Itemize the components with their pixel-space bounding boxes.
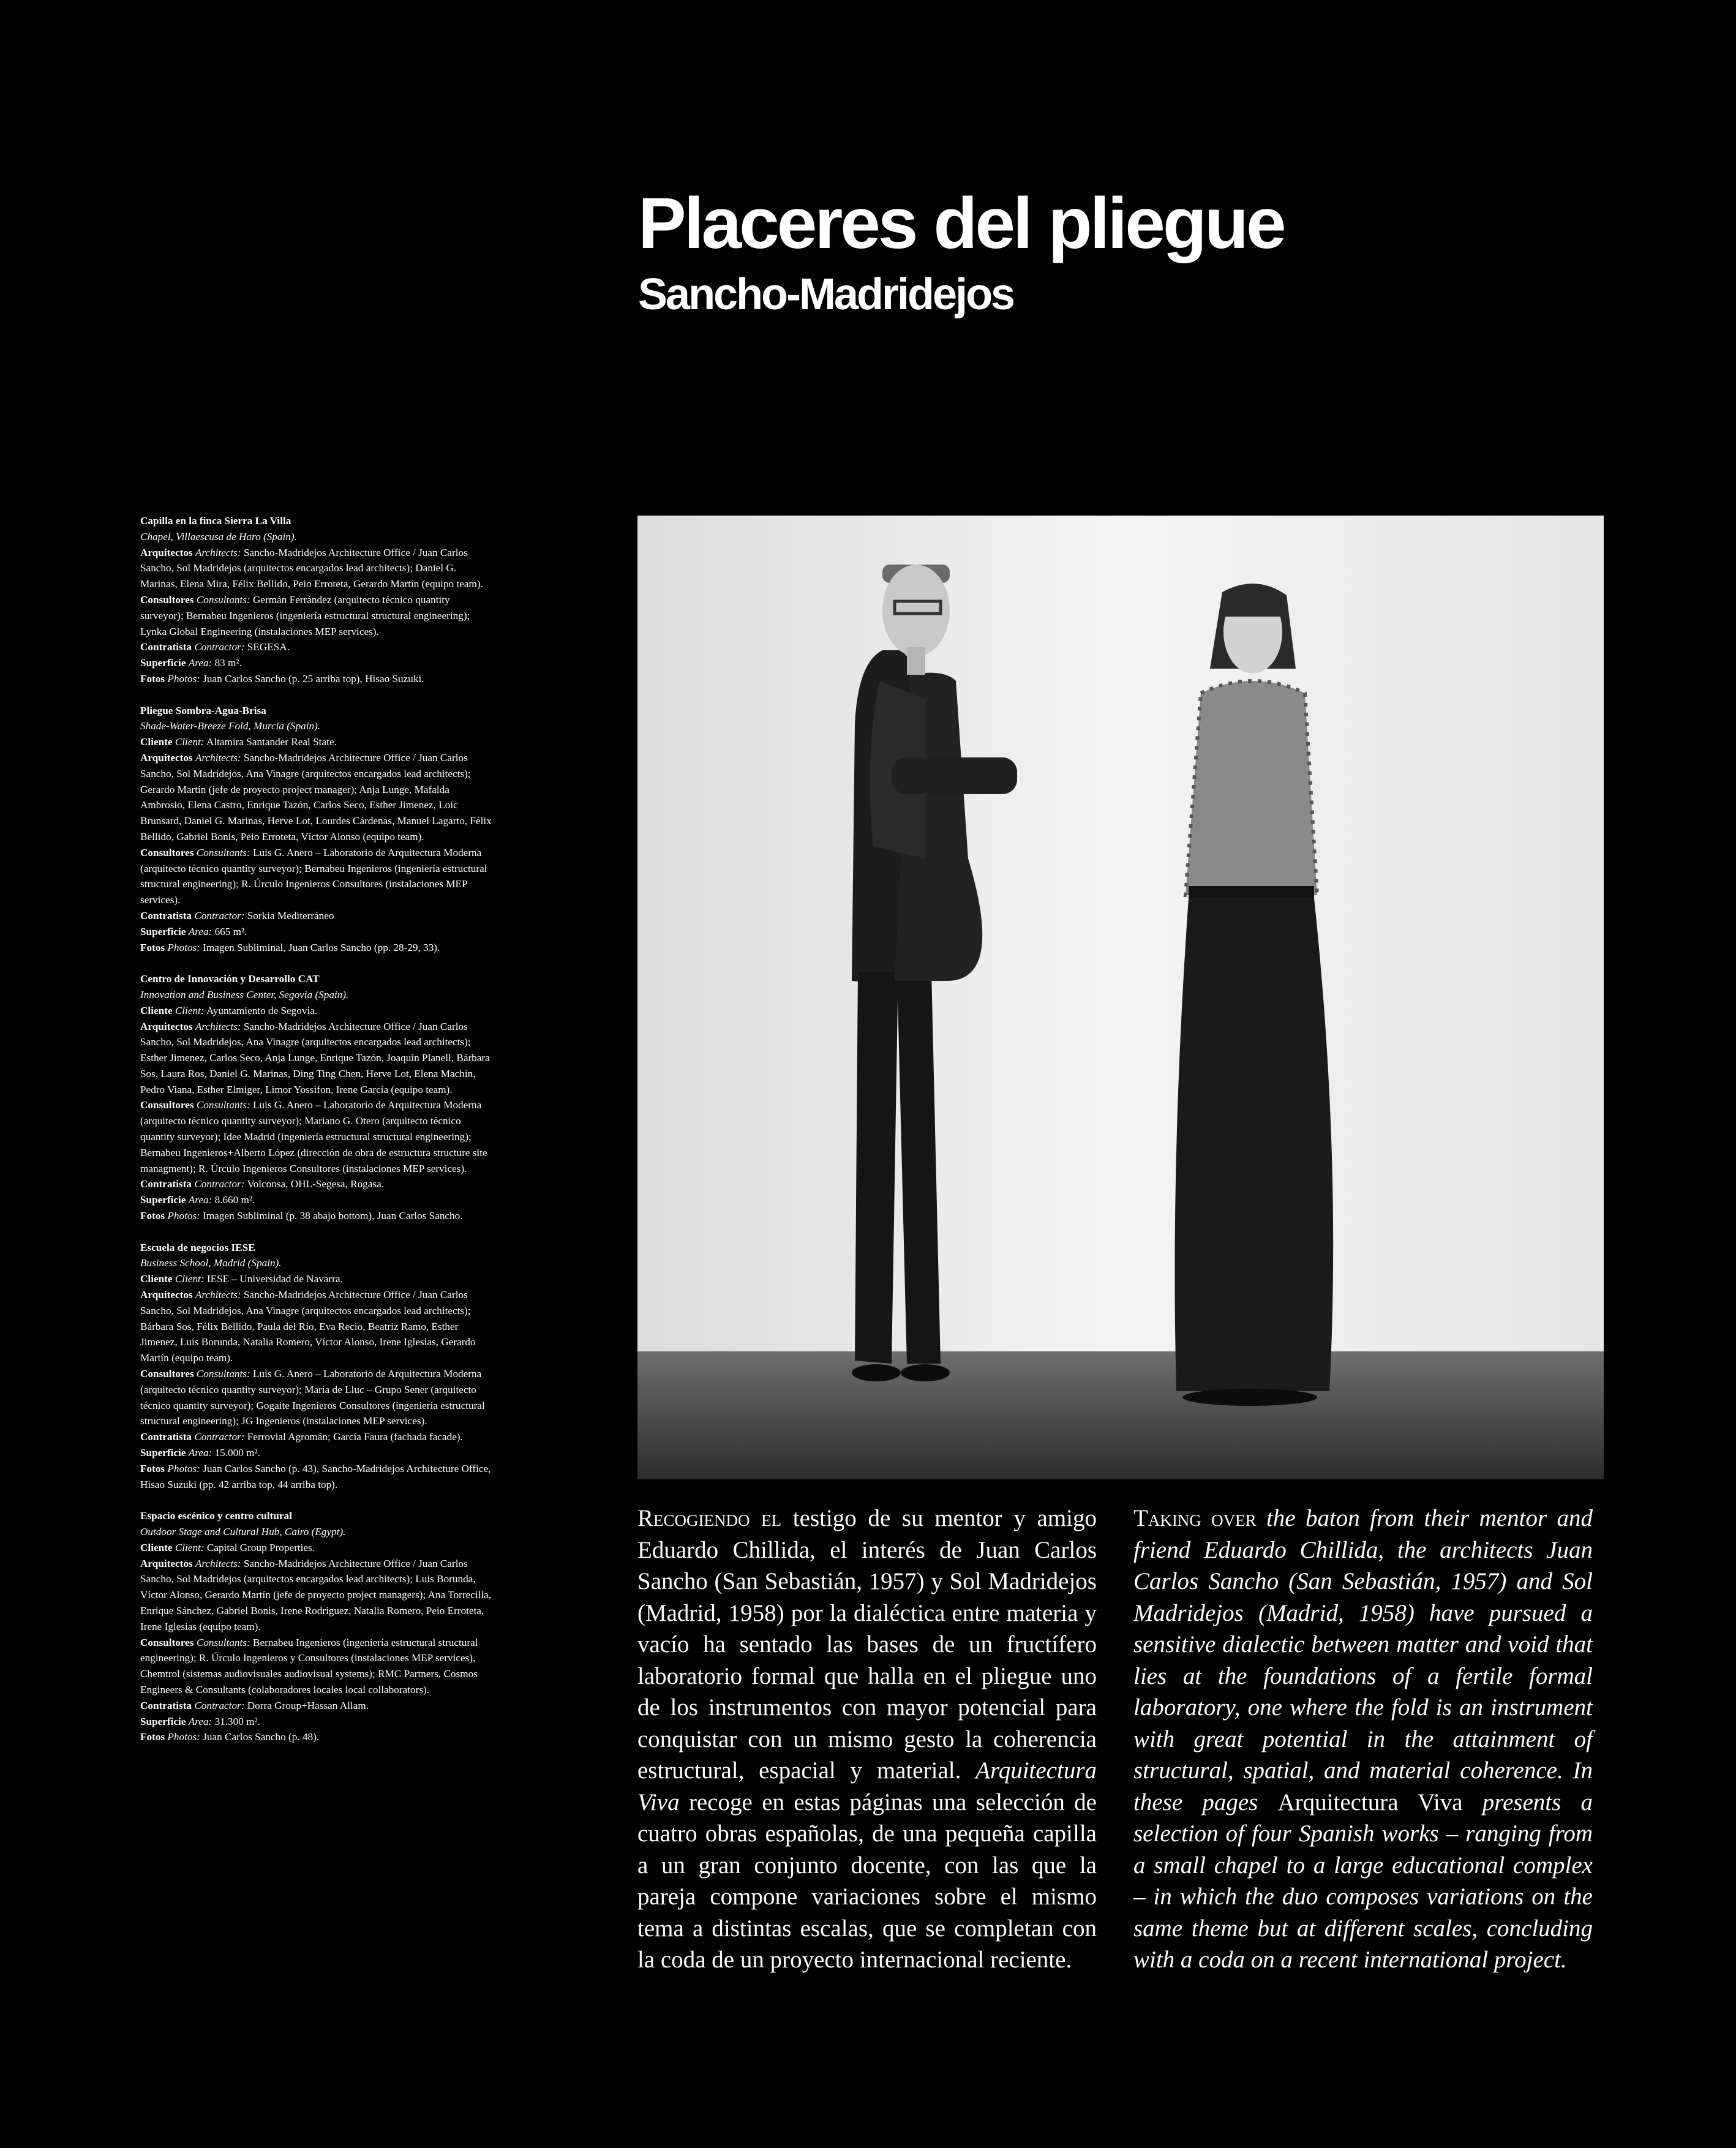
credit-label: Consultores: [140, 1368, 194, 1380]
credit-line: [140, 1461, 492, 1493]
project-location: Business School, Madrid (Spain).: [140, 1257, 282, 1269]
page-title: Placeres del pliegue: [638, 183, 1284, 264]
credit-label-en: Area:: [188, 1447, 212, 1459]
credit-line: [140, 1429, 492, 1445]
credit-label-en: Architects:: [195, 1289, 241, 1301]
credit-line: [140, 940, 492, 956]
credit-label: Fotos: [140, 1210, 165, 1222]
credit-label-en: Architects:: [195, 1020, 241, 1032]
credit-label-en: Photos:: [167, 1462, 200, 1474]
lead-in-spanish: Recogiendo el: [637, 1505, 782, 1531]
credit-label-en: Client:: [175, 1273, 205, 1285]
project-name: Centro de Innovación y Desarrollo CAT: [140, 973, 320, 985]
project-name: Escuela de negocios IESE: [140, 1241, 255, 1253]
portrait-photo: [637, 516, 1604, 1479]
credit-text: Germán Ferrández (arquitecto técnico quantity surveyor); Bernabeu Ingenieros (ingeniería estructural structural engineering); Lynka Global Engineering (instalaciones MEP services).: [140, 593, 470, 637]
credit-label-en: Photos:: [167, 1731, 200, 1743]
project-credits: [140, 513, 492, 1761]
credit-text: SEGESA.: [247, 641, 290, 653]
credit-text: Sancho-Madridejos Architecture Office / Juan Carlos Sancho, Sol Madridejos, Ana Vinagre (arquitectos encargados lead architects); Bárbara Sos, Félix Bellido, Paula del Río, Eva Recio, Beatriz Ramo, Esther Jimenez, Luis Borunda, Natalia Romero, Víctor Alonso, Irene Iglesias, Gerardo Martín (equipo team).: [140, 1289, 476, 1364]
credit-label: Cliente: [140, 1273, 173, 1285]
credit-label-en: Contractor:: [194, 1178, 245, 1190]
project-location: Innovation and Business Center, Segovia (Spain).: [140, 988, 349, 1001]
credit-text: Juan Carlos Sancho (p. 48).: [203, 1731, 320, 1743]
credit-label-en: Consultants:: [196, 1099, 250, 1111]
credit-label-en: Photos:: [167, 941, 200, 953]
credit-line: [140, 845, 492, 908]
credit-text: Sancho-Madridejos Architecture Office / Juan Carlos Sancho, Sol Madridejos, Ana Vinagre (arquitectos encargados lead architects); Esther Jimenez, Carlos Seco, Anja Lunge, Enrique Tazón, Joaquín Planell, Bárbara Sos, Laura Ros, Daniel G. Marinas, Ding Ting Chen, Herve Lot, Elena Machín, Pedro Viana, Esther Elmiger, Limor Yossifon, Irene García (equipo team).: [140, 1020, 490, 1095]
credit-label-en: Consultants:: [196, 1636, 250, 1648]
intro-es-part2: recoge en estas páginas una selección de cuatro obras españolas, de una pequeña capilla a un gran conjunto docente, con las que la pareja compone variaciones sobre el mismo tema a distintas escalas, que se completan con la coda de un proyecto internacional reciente.: [637, 1789, 1097, 1973]
intro-es-part1: testigo de su mentor y amigo Eduardo Chillida, el interés de Juan Carlos Sancho (San Sebastián, 1957) y Sol Madridejos (Madrid, 1958) por la dialéctica entre materia y vacío ha sentado las bases de un fructífero laboratorio formal que halla en el pliegue uno de los instrumentos con mayor potencial para conquistar con un mismo gesto la coherencia estructural, espacial y material.: [637, 1505, 1097, 1784]
credit-block-cairo: [140, 1508, 492, 1745]
credit-label: Arquitectos: [140, 1557, 193, 1569]
credit-block-cat: [140, 971, 492, 1224]
credit-line: [140, 1366, 492, 1429]
credit-text: Altamira Santander Real State.: [206, 736, 337, 748]
credit-line: [140, 1287, 492, 1366]
credit-line: [140, 1208, 492, 1224]
credit-label-en: Client:: [175, 1541, 205, 1553]
project-location: Chapel, Villaescusa de Haro (Spain).: [140, 530, 297, 543]
credit-label: Arquitectos: [140, 546, 193, 558]
credit-label: Contratista: [140, 1178, 192, 1190]
credit-text: 83 m².: [214, 657, 242, 669]
credit-label: Contratista: [140, 1431, 192, 1443]
credit-label: Arquitectos: [140, 1289, 193, 1301]
wall: [637, 516, 1604, 1351]
credit-label: Superficie: [140, 1715, 186, 1727]
credit-label: Consultores: [140, 1099, 194, 1111]
credit-text: Sancho-Madridejos Architecture Office / Juan Carlos Sancho, Sol Madridejos (arquitectos encargados lead architects); Luis Borunda, Víctor Alonso, Gerardo Martín (jefe de proyecto project managers); Ana Torrecilla, Enrique Sánchez, Gabriel Bonis, Irene Rodriguez, Natalia Romero, Peio Erroteta, Irene Iglesias (equipo team).: [140, 1557, 492, 1632]
credit-text: Bernabeu Ingenieros (ingeniería estructural structural engineering); R. Úrculo Ingenieros y Consultores (instalaciones MEP services), Chemtrol (sistemas audiovisuales audiovisual systems); RMC Partners, Cosmos Engineers & Consultants (colaboradores locales local collaborators).: [140, 1636, 478, 1695]
credit-label: Contratista: [140, 641, 192, 653]
credit-label: Superficie: [140, 1447, 186, 1459]
magazine-name-en: Arquitectura Viva: [1277, 1789, 1463, 1816]
credit-line: [140, 1698, 492, 1714]
credit-line: [140, 545, 492, 592]
credit-label-en: Area:: [188, 925, 212, 937]
credit-line: [140, 639, 492, 655]
magazine-name-es: Arquitectura Viva: [637, 1757, 1097, 1816]
credit-text: Juan Carlos Sancho (p. 25 arriba top), Hisao Suzuki.: [203, 672, 424, 685]
credit-text: Imagen Subliminal, Juan Carlos Sancho (pp. 28-29, 33).: [203, 941, 440, 953]
credit-text: Volconsa, OHL-Segesa, Rogasa.: [247, 1178, 385, 1190]
credit-text: Ferrovial Agromán; García Faura (fachada facade).: [247, 1431, 463, 1443]
credit-label-en: Photos:: [167, 1210, 200, 1222]
page-subtitle: Sancho-Madridejos: [638, 270, 1014, 319]
credit-line: [140, 1540, 492, 1556]
credit-line: [140, 671, 492, 687]
project-name: Capilla en la finca Sierra La Villa: [140, 515, 291, 527]
credit-label-en: Photos:: [167, 672, 200, 685]
credit-label: Superficie: [140, 1194, 186, 1206]
credit-label: Contratista: [140, 909, 192, 922]
credit-text: Sancho-Madridejos Architecture Office / Juan Carlos Sancho, Sol Madridejos (arquitectos encargados lead architects); Daniel G. Marinas, Elena Mira, Félix Bellido, Peio Erroteta, Gerardo Martín (equipo team).: [140, 546, 483, 590]
credit-label: Consultores: [140, 846, 194, 858]
credit-text: Juan Carlos Sancho (p. 43), Sancho-Madridejos Architecture Office, Hisao Suzuki (pp. 42 arriba top, 44 arriba top).: [140, 1462, 491, 1490]
credit-label: Arquitectos: [140, 1020, 193, 1032]
credit-line: [140, 1271, 492, 1287]
credit-label-en: Contractor:: [194, 909, 245, 922]
credit-label: Fotos: [140, 1731, 165, 1743]
credit-label-en: Contractor:: [194, 1431, 245, 1443]
credit-line: [140, 1445, 492, 1461]
credit-line: [140, 1635, 492, 1698]
credit-label-en: Architects:: [195, 546, 241, 558]
credit-label: Consultores: [140, 593, 194, 606]
credit-line: [140, 750, 492, 845]
credit-line: [140, 1729, 492, 1745]
credit-label: Contratista: [140, 1699, 192, 1711]
credit-text: 8.660 m².: [214, 1194, 255, 1206]
credit-line: [140, 1176, 492, 1192]
project-location: Outdoor Stage and Cultural Hub, Cairo (Egypt).: [140, 1526, 346, 1538]
credit-text: Sancho-Madridejos Architecture Office / Juan Carlos Sancho, Sol Madridejos, Ana Vinagre (arquitectos encargados lead architects); Gerardo Martín (jefe de proyecto project manager); Anja Lunge, Mafalda Ambrosio, Elena Castro, Enrique Tazón, Carlos Seco, Esther Jimenez, Loic Brunsard, Daniel G. Marinas, Herve Lot, Lourdes Cárdenas, Manuel Lagarto, Félix Bellido, Gabriel Bonis, Peio Erroteta, Víctor Alonso (equipo team).: [140, 751, 492, 843]
credit-line: [140, 1556, 492, 1635]
credit-text: Luis G. Anero – Laboratorio de Arquitectura Moderna (arquitecto técnico quantity surveyor); Mariano G. Otero (arquitecto técnico quantity surveyor); Idee Madrid (ingeniería estructural structural engineering); Bernabeu Ingenieros+Alberto López (dirección de obra de estructura structure site managment); R. Úrculo Ingenieros Consultores (instalaciones MEP services).: [140, 1099, 487, 1174]
credit-label: Cliente: [140, 1541, 173, 1553]
intro-en-part1: the baton from their mentor and friend Eduardo Chillida, the architects Juan Carlos Sancho (San Sebastián, 1957) and Sol Madridejos (Madrid, 1958) have pursued a sensitive dialectic between matter and void that lies at the foundations of a fertile formal laboratory, one where the fold is an instrument with great potential in the attainment of structural, spatial, and material coherence. In these pages: [1133, 1505, 1593, 1816]
credit-label: Superficie: [140, 657, 186, 669]
lead-in-english: Taking over: [1133, 1505, 1257, 1531]
credit-label-en: Consultants:: [196, 846, 250, 858]
credit-label: Fotos: [140, 1462, 165, 1474]
credit-line: [140, 1019, 492, 1098]
credit-label-en: Area:: [188, 1194, 212, 1206]
credit-line: [140, 908, 492, 924]
credit-label-en: Consultants:: [196, 1368, 250, 1380]
credit-label-en: Contractor:: [194, 641, 245, 653]
portrait-illustration: [637, 516, 1604, 1479]
credit-label-en: Client:: [175, 736, 205, 748]
credit-text: Luis G. Anero – Laboratorio de Arquitectura Moderna (arquitecto técnico quantity surveyor); María de Lluc – Grupo Sener (arquitecto técnico quantity surveyor); Gogaite Ingenieros Consultores (ingeniería estructural structural engineering); JG Ingenieros (instalaciones MEP services).: [140, 1368, 485, 1427]
credit-text: Sorkia Mediterráneo: [247, 909, 334, 922]
credit-label: Fotos: [140, 672, 165, 685]
credit-block-pliegue: [140, 703, 492, 956]
credit-line: [140, 1003, 492, 1019]
credit-line: [140, 1714, 492, 1730]
credit-line: [140, 1097, 492, 1176]
credit-label-en: Contractor:: [194, 1699, 245, 1711]
credit-line: [140, 655, 492, 671]
project-name: Pliegue Sombra-Agua-Brisa: [140, 704, 266, 716]
credit-label: Consultores: [140, 1636, 194, 1648]
credit-text: Dorra Group+Hassan Allam.: [247, 1699, 369, 1711]
floor: [637, 1351, 1604, 1479]
intro-text-english: [1133, 1503, 1593, 1976]
credit-label: Fotos: [140, 941, 165, 953]
credit-text: Capital Group Properties.: [206, 1541, 315, 1553]
credit-block-capilla: [140, 513, 492, 687]
credit-label: Cliente: [140, 736, 173, 748]
credit-text: 15.000 m².: [214, 1447, 260, 1459]
title-block: [638, 184, 1679, 322]
credit-label-en: Area:: [188, 657, 212, 669]
credit-label: Superficie: [140, 925, 186, 937]
credit-line: [140, 924, 492, 940]
credit-line: [140, 1192, 492, 1208]
credit-text: 31.300 m².: [214, 1715, 260, 1727]
credit-text: Luis G. Anero – Laboratorio de Arquitectura Moderna (arquitecto técnico quantity surveyor); Bernabeu Ingenieros (ingeniería estructural structural engineering); R. Úrculo Ingenieros Consultores (instalaciones MEP services).: [140, 846, 487, 906]
credit-label-en: Consultants:: [196, 593, 250, 606]
project-location: Shade-Water-Breeze Fold, Murcia (Spain).: [140, 720, 321, 732]
credit-text: 665 m².: [214, 925, 247, 937]
intro-en-part2: presents a selection of four Spanish works – ranging from a small chapel to a large educational complex – in which the duo composes variations on the same theme but at different scales, concluding with a coda on a recent international project.: [1133, 1789, 1593, 1973]
credit-text: IESE – Universidad de Navarra.: [206, 1273, 343, 1285]
credit-label: Cliente: [140, 1004, 173, 1016]
credit-text: Imagen Subliminal (p. 38 abajo bottom), Juan Carlos Sancho.: [203, 1210, 463, 1222]
credit-label-en: Client:: [175, 1004, 205, 1016]
credit-label: Arquitectos: [140, 751, 193, 764]
credit-text: Ayuntamiento de Segovia.: [206, 1004, 318, 1016]
project-name: Espacio escénico y centro cultural: [140, 1510, 292, 1522]
credit-label-en: Architects:: [195, 751, 241, 764]
credit-block-iese: [140, 1240, 492, 1493]
credit-label-en: Area:: [188, 1715, 212, 1727]
intro-text-spanish: [637, 1503, 1097, 1976]
credit-line: [140, 592, 492, 639]
credit-label-en: Architects:: [195, 1557, 241, 1569]
credit-line: [140, 734, 492, 750]
